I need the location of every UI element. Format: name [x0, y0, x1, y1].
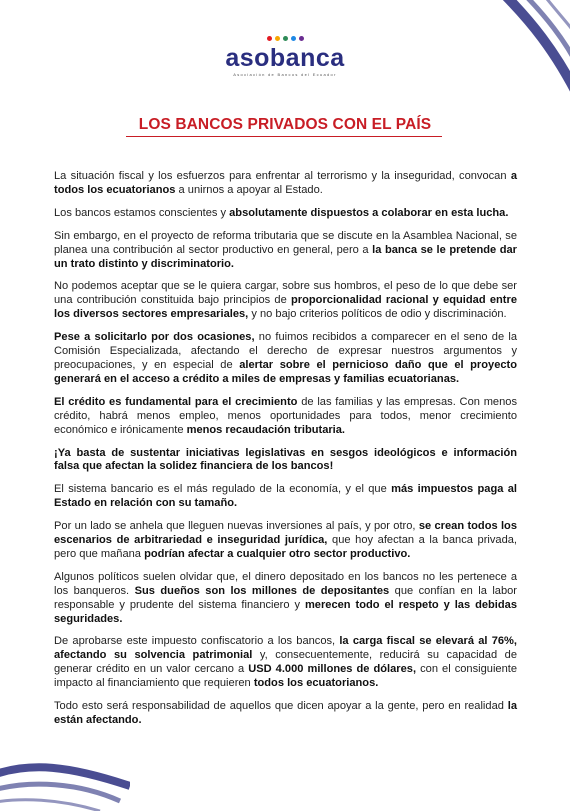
- paragraph: [54, 331, 517, 387]
- bold-text: la banca se le pretende dar un trato distinto y discriminatorio.: [54, 243, 517, 270]
- paragraph: [54, 635, 517, 691]
- paragraph: [54, 571, 517, 627]
- logo-dot: [283, 36, 288, 41]
- bold-text: menos recaudación tributaria.: [186, 423, 346, 436]
- paragraph: [54, 700, 517, 728]
- bold-text: Pese a solicitarlo por dos ocasiones,: [54, 331, 255, 344]
- paragraph: [54, 520, 517, 562]
- paragraph: [54, 447, 517, 475]
- bold-text: podrían afectar a cualquier otro sector productivo.: [144, 547, 411, 560]
- text: Todo esto será responsabilidad de aquellos que dicen apoyar a la gente, pero en realidad: [54, 700, 508, 713]
- title-underline: [126, 136, 442, 137]
- bold-text: todos los ecuatorianos.: [253, 677, 379, 690]
- logo-dot: [275, 36, 280, 41]
- text: y, consecuentemente, reducirá su capacidad de generar crédito en un valor cercano a: [54, 649, 517, 676]
- logo-color-dots: [267, 36, 304, 41]
- text: a unirnos a apoyar al Estado.: [175, 183, 323, 196]
- page-title: LOS BANCOS PRIVADOS CON EL PAÍS: [138, 116, 432, 133]
- text: Los bancos estamos conscientes y: [54, 206, 230, 219]
- text: que hoy afectan a la banca privada, pero que mañana: [54, 534, 517, 560]
- bold-text: Sus dueños son los millones de depositantes: [134, 584, 390, 597]
- bold-text: alertar sobre el pernicioso daño que el proyecto generará en el acceso a crédito a miles de empresas y familias ecuatorianas.: [54, 358, 518, 385]
- text: y no bajo criterios políticos de odio y discriminación.: [248, 308, 507, 321]
- paragraph: [54, 207, 517, 221]
- text: Algunos políticos suelen olvidar que, el dinero depositado en los bancos no les pertenece a los banqueros.: [54, 570, 517, 597]
- text: No podemos aceptar que se le quiera cargar, sobre sus hombros, el peso de lo que debe ser una contribución constituida bajo principios de: [54, 280, 517, 307]
- bold-text: a todos los ecuatorianos: [54, 170, 517, 196]
- text: Sin embargo, en el proyecto de reforma tributaria que se discute en la Asamblea Nacional, se planea una contribución al sector productivo en general, pero a: [54, 229, 517, 256]
- bold-text: se crean todos los escenarios de arbitrariedad e inseguridad jurídica,: [54, 520, 517, 547]
- text: con el consiguiente impacto al financiamiento que requieren: [54, 663, 518, 690]
- paragraph: [54, 396, 517, 438]
- text: de las familias y las empresas. Con menos crédito, habrá menos empleo, menos oportunidades para todos, menor crecimiento económico e irónicamente: [54, 395, 517, 436]
- bold-text: proporcionalidad racional y equidad entre los diversos sectores empresariales,: [54, 294, 517, 321]
- bold-text: El crédito es fundamental para el crecimiento: [54, 395, 298, 408]
- text: El sistema bancario es el más regulado de la economía, y el que: [54, 483, 392, 496]
- paragraph: [54, 230, 517, 272]
- bold-text: la están afectando.: [54, 700, 517, 726]
- asobanca-logo: [0, 28, 570, 77]
- document-body: [54, 170, 517, 737]
- text: De aprobarse este impuesto confiscatorio a los bancos,: [54, 635, 340, 648]
- bold-text: más impuestos paga al Estado en relación con su tamaño.: [54, 483, 517, 510]
- text: no fuimos recibidos a comparecer en el seno de la Comisión Especializada, afectando el derecho de expresar nuestros argumentos y preocupaciones, y en especial de: [54, 331, 517, 371]
- bold-text: USD 4.000 millones de dólares,: [248, 663, 417, 676]
- bold-text: merecen todo el respeto y las debidas seguridades.: [54, 598, 517, 625]
- logo-dot: [267, 36, 272, 41]
- text: que confían en la labor responsable y prudente del sistema financiero y: [54, 584, 517, 611]
- bold-text: la carga fiscal se elevará al 76%, afectando su solvencia patrimonial: [54, 635, 517, 662]
- paragraph: [54, 280, 517, 322]
- logo-dot: [299, 36, 304, 41]
- text: La situación fiscal y los esfuerzos para enfrentar al terrorismo y la inseguridad, convocan: [54, 170, 511, 182]
- text: Por un lado se anhela que lleguen nuevas inversiones al país, y por otro,: [54, 520, 419, 533]
- logo-tagline: Asociación de Bancos del Ecuador: [233, 72, 337, 77]
- bold-text: ¡Ya basta de sustentar iniciativas legislativas en sesgos ideológicos e información falsa que afectan la solidez financiera de los bancos!: [54, 446, 517, 473]
- paragraph: [54, 170, 517, 198]
- bold-text: absolutamente dispuestos a colaborar en esta lucha.: [229, 206, 509, 219]
- logo-wordmark: asobanca: [225, 44, 345, 72]
- paragraph: [54, 483, 517, 511]
- logo-dot: [291, 36, 296, 41]
